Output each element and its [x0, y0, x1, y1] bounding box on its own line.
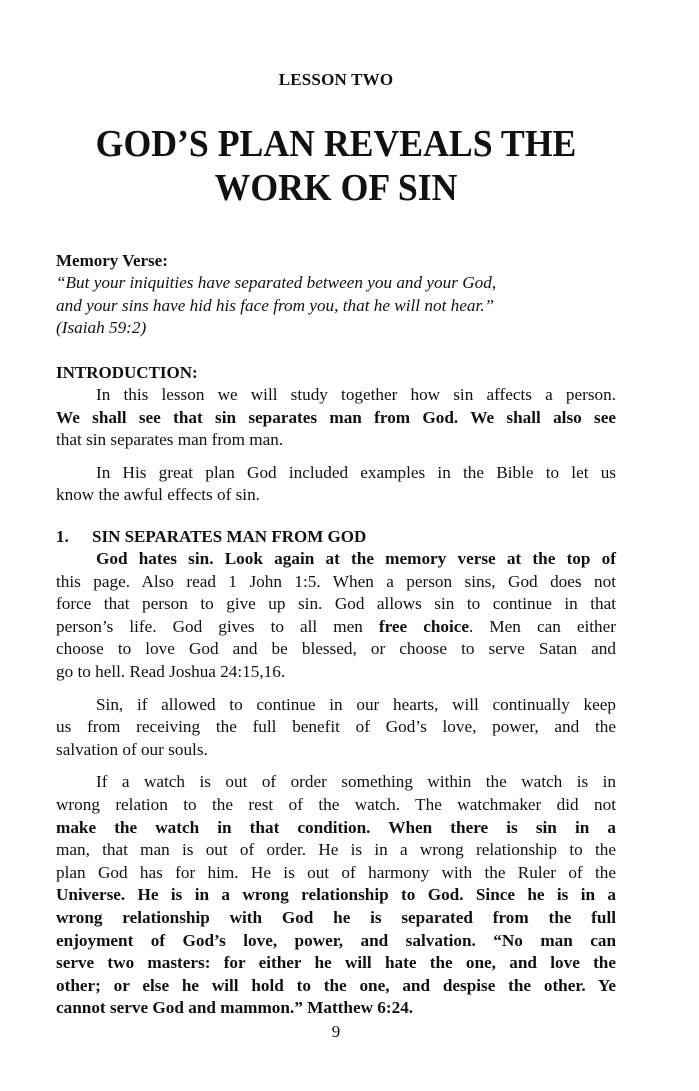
memory-verse-heading: Memory Verse: [56, 251, 168, 270]
text-line: know the awful effects of sin. [56, 485, 260, 505]
page-title [54, 122, 618, 210]
emphasis-free-choice: free choice [378, 616, 470, 636]
section-1-paragraph-2 [56, 694, 616, 762]
text-line: wrong relationship with God he is separated from the full [56, 907, 616, 927]
title-line-1: GOD’S PLAN REVEALS THE [95, 123, 577, 165]
text-line: make the watch in that condition. When there is sin in a [56, 817, 616, 837]
section-title: SIN SEPARATES MAN FROM GOD [92, 527, 367, 546]
text-fragment: person’s life. God gives to all men [56, 616, 379, 636]
text-line: God hates sin. Look again at the memory verse at the top of [96, 549, 616, 568]
text-line: wrong relation to the rest of the watch. The watchmaker did not [56, 794, 616, 814]
text-line: We shall see that sin separates man from God. We shall also see [56, 407, 616, 427]
introduction-paragraph-1 [56, 384, 616, 452]
title-line-2: WORK OF SIN [214, 167, 458, 209]
memory-verse-line: “But your iniquities have separated between you and your God, [56, 273, 497, 292]
text-line: In His great plan God included examples in the Bible to let us [96, 462, 616, 482]
text-line: cannot serve God and mammon.” Matthew 6:24. [56, 998, 414, 1018]
memory-verse-reference: (Isaiah 59:2) [56, 318, 147, 338]
section-1-paragraph-3 [56, 771, 616, 1020]
text-line: salvation of our souls. [56, 739, 208, 759]
section-1 [56, 526, 616, 1020]
text-line: choose to love God and be blessed, or choose to serve Satan and [56, 639, 616, 659]
text-line: other; or else he will hold to the one, and despise the other. Ye [56, 975, 616, 995]
section-number: 1. [56, 527, 69, 546]
lesson-label: LESSON TWO [278, 70, 394, 89]
text-fragment: . Men can either [469, 616, 616, 636]
introduction-section [56, 362, 616, 507]
page-number: 9 [331, 1022, 341, 1041]
text-line: Sin, if allowed to continue in our hearts, will continually keep [96, 694, 616, 714]
text-line: go to hell. Read Joshua 24:15,16. [56, 661, 286, 681]
text-line: us from receiving the full benefit of God’s love, power, and the [56, 717, 616, 737]
memory-verse-section [56, 250, 616, 340]
text-line [56, 616, 616, 639]
text-line: plan God has for him. He is out of harmony with the Ruler of the [56, 862, 616, 882]
section-1-heading [56, 526, 616, 548]
text-line: In this lesson we will study together how sin affects a person. [96, 385, 616, 404]
text-line: serve two masters: for either he will hate the one, and love the [56, 953, 616, 973]
section-1-paragraph-1 [56, 548, 616, 684]
text-line: enjoyment of God’s love, power, and salvation. “No man can [56, 930, 616, 950]
text-line: Universe. He is in a wrong relationship to God. Since he is in a [56, 885, 616, 905]
text-line: this page. Also read 1 John 1:5. When a person sins, God does not [56, 571, 616, 591]
text-line: If a watch is out of order something within the watch is in [96, 772, 616, 792]
text-line: man, that man is out of order. He is in a wrong relationship to the [56, 840, 616, 860]
introduction-paragraph-2 [56, 462, 616, 507]
memory-verse-text [56, 272, 616, 340]
text-line: force that person to give up sin. God allows sin to continue in that [56, 594, 616, 614]
memory-verse-line: and your sins have hid his face from you, that he will not hear.” [56, 295, 495, 315]
introduction-heading: INTRODUCTION: [56, 363, 198, 382]
text-line: that sin separates man from man. [56, 430, 284, 450]
